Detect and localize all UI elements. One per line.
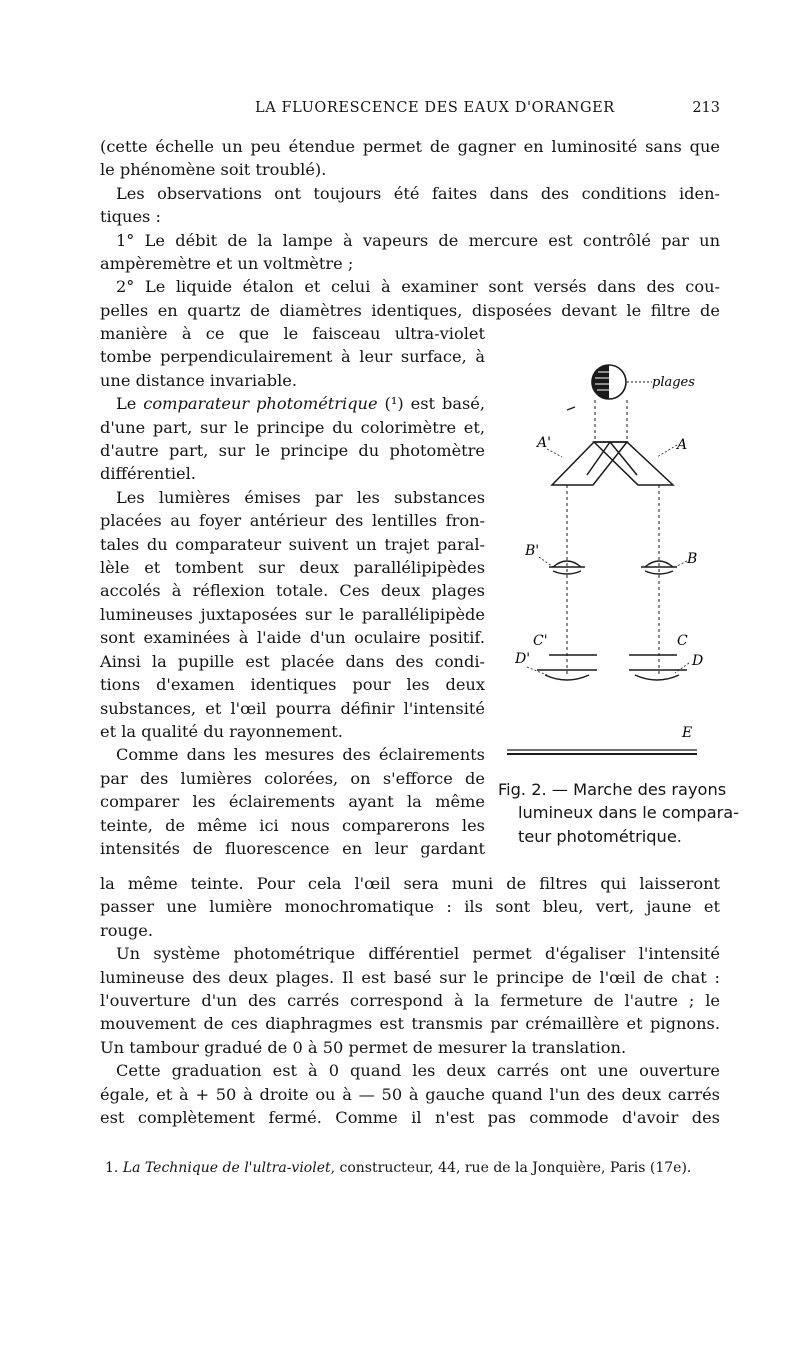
eyepiece-icon	[592, 365, 626, 399]
emphasis: comparateur photométrique	[143, 394, 378, 414]
lens-pair-cd	[537, 655, 687, 680]
text-line: différentiel.	[100, 464, 196, 484]
narrow-text-block	[100, 322, 485, 860]
label-e: E	[682, 725, 693, 741]
text-line: teinte, de même ici nous comparerons les	[100, 815, 485, 835]
footnote-text: , constructeur, 44, rue de la Jonquière, Paris (17e).	[330, 1160, 692, 1176]
text-line: lèle et tombent sur deux parallélipipèdes	[100, 558, 485, 578]
text-fragment: (¹) est basé,	[377, 394, 486, 414]
label-a-prime: A'	[537, 435, 551, 451]
text-line: d'autre part, sur le principe du photomètre	[100, 441, 485, 461]
text-line: Un système photométrique différentiel permet d'égaliser l'intensité	[116, 944, 720, 964]
plate-e	[507, 750, 697, 754]
lens-pair-b	[549, 561, 677, 574]
text-line: par des lumières colorées, on s'efforce de	[100, 768, 485, 788]
text-line: tiques :	[100, 207, 161, 227]
text-line: Cette graduation est à 0 quand les deux carrés ont une ouverture	[116, 1061, 720, 1081]
label-c: C	[677, 633, 688, 649]
text-line: 1° Le débit de la lampe à vapeurs de mercure est contrôlé par un	[116, 230, 720, 250]
figure-caption	[498, 778, 740, 848]
text-line: comparer les éclairements ayant la même	[100, 792, 485, 812]
label-b-prime: B'	[525, 543, 540, 559]
text-line: substances, et l'œil pourra définir l'intensité	[100, 698, 485, 718]
label-c-prime: C'	[533, 633, 548, 649]
caption-line: lumineux dans le compara-	[518, 803, 740, 823]
label-plages: plages	[652, 375, 695, 390]
footnote-title: La Technique de l'ultra-violet	[122, 1160, 331, 1176]
text-line: 2° Le liquide étalon et celui à examiner sont versés dans des cou-	[116, 277, 720, 297]
text-line: intensités de fluorescence en leur gardant	[100, 838, 485, 858]
running-title: LA FLUORESCENCE DES EAUX D'ORANGER	[255, 100, 615, 116]
text-line: l'ouverture d'un des carrés correspond à la fermeture de l'autre ; le	[100, 991, 720, 1011]
text-line: d'une part, sur le principe du colorimètre et,	[100, 417, 485, 437]
text-line: une distance invariable.	[100, 370, 298, 390]
footnote-number: 1.	[105, 1160, 119, 1176]
text-line: tions d'examen identiques pour les deux	[100, 675, 485, 695]
text-line: Un tambour gradué de 0 à 50 permet de mesurer la translation.	[100, 1037, 627, 1057]
text-line: tales du comparateur suivent un trajet paral-	[100, 534, 485, 554]
label-a: A	[677, 437, 688, 453]
text-line: accolés à réflexion totale. Ces deux plages	[100, 581, 485, 601]
text-line: égale, et à + 50 à droite ou à — 50 à gauche quand l'un des deux carrés	[100, 1084, 720, 1104]
text-line: placées au foyer antérieur des lentilles fron-	[100, 511, 485, 531]
label-b: B	[687, 551, 698, 567]
text-line: mouvement de ces diaphragmes est transmis par crémaillère et pignons.	[100, 1014, 720, 1034]
optical-diagram	[497, 345, 722, 795]
text-fragment: Le	[116, 394, 144, 414]
text-line	[100, 392, 485, 415]
text-line: tombe perpendiculairement à leur surface, à	[100, 347, 485, 367]
text-line: lumineuse des deux plages. Il est basé sur le principe de l'œil de chat :	[100, 967, 720, 987]
caption-line: Fig. 2. — Marche des rayons	[498, 780, 727, 799]
label-d: D	[692, 653, 704, 669]
text-line: Ainsi la pupille est placée dans des condi-	[100, 651, 485, 671]
text-line: passer une lumière monochromatique : ils sont bleu, vert, jaune et	[100, 897, 720, 917]
caption-line: teur photométrique.	[518, 826, 682, 846]
text-line: manière à ce que le faisceau ultra-violet	[100, 324, 485, 343]
text-line: le phénomène soit troublé).	[100, 160, 327, 180]
text-line: et la qualité du rayonnement.	[100, 721, 343, 741]
page-number: 213	[692, 100, 720, 116]
prism-pair	[552, 442, 673, 485]
top-text-block	[100, 135, 720, 322]
text-line: Comme dans les mesures des éclairements	[116, 745, 485, 765]
bottom-text-block	[100, 872, 720, 1129]
text-line: la même teinte. Pour cela l'œil sera muni de filtres qui laisseront	[100, 874, 720, 893]
footnote	[105, 1160, 725, 1176]
text-line: Les lumières émises par les substances	[116, 487, 485, 507]
text-line: pelles en quartz de diamètres identiques, disposées devant le filtre de	[100, 300, 720, 320]
text-line: ampèremètre et un voltmètre ;	[100, 254, 354, 274]
text-line: est complètement fermé. Comme il n'est pas commode d'avoir des	[100, 1108, 720, 1128]
text-line: lumineuses juxtaposées sur le parallélipipède	[100, 604, 485, 624]
text-line: sont examinées à l'aide d'un oculaire positif.	[100, 628, 485, 648]
text-line: Les observations ont toujours été faites dans des conditions iden-	[116, 183, 720, 203]
text-line: rouge.	[100, 920, 153, 940]
label-d-prime: D'	[515, 651, 531, 667]
text-line: (cette échelle un peu étendue permet de gagner en luminosité sans que	[100, 137, 720, 156]
